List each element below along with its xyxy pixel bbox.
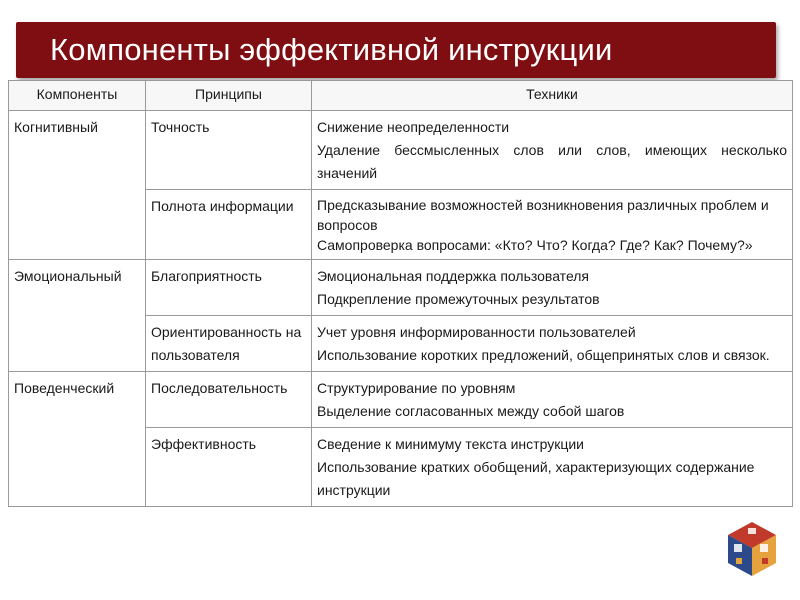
principle-consistency: Последовательность (146, 372, 312, 428)
technique-item: Самопроверка вопросами: «Кто? Что? Когда? Где? Как? Почему?» (317, 237, 753, 253)
technique-item: Структурирование по уровням (317, 380, 516, 396)
table-row (9, 260, 793, 316)
table-row (9, 372, 793, 428)
principle-completeness: Полнота информации (146, 190, 312, 260)
techniques-accuracy (312, 111, 793, 190)
component-behavioral: Поведенческий (9, 372, 146, 507)
technique-item: Использование кратких обобщений, характеризующих содержание инструкции (317, 459, 755, 498)
techniques-user-orientation (312, 316, 793, 372)
technique-item: Эмоциональная поддержка пользователя (317, 268, 590, 284)
slide-title: Компоненты эффективной инструкции (50, 32, 613, 67)
title-banner (16, 22, 776, 78)
header-techniques: Техники (312, 81, 793, 111)
principle-user-orientation: Ориентированность на пользователя (146, 316, 312, 372)
component-emotional: Эмоциональный (9, 260, 146, 372)
technique-item: Сведение к минимуму текста инструкции (317, 436, 584, 452)
techniques-favorability (312, 260, 793, 316)
cube-logo-icon (726, 520, 778, 578)
technique-item: Выделение согласованных между собой шагов (317, 403, 625, 419)
principle-favorability: Благоприятность (146, 260, 312, 316)
principle-efficiency: Эффективность (146, 428, 312, 507)
technique-item: Предсказывание возможностей возникновения различных проблем и вопросов (317, 197, 769, 233)
header-row (9, 81, 793, 111)
technique-item: Учет уровня информированности пользователей (317, 324, 636, 340)
technique-item: Использование коротких предложений, общепринятых слов и связок. (317, 347, 770, 363)
component-cognitive: Когнитивный (9, 111, 146, 260)
header-components: Компоненты (9, 81, 146, 111)
techniques-efficiency (312, 428, 793, 507)
components-table (8, 80, 793, 507)
technique-item: Подкрепление промежуточных результатов (317, 291, 600, 307)
techniques-consistency (312, 372, 793, 428)
header-principles: Принципы (146, 81, 312, 111)
technique-item: Снижение неопределенности (317, 119, 510, 135)
techniques-completeness (312, 190, 793, 260)
technique-item: Удаление бессмысленных слов или слов, имеющих несколько значений (317, 142, 787, 181)
table-row (9, 111, 793, 190)
principle-accuracy: Точность (146, 111, 312, 190)
